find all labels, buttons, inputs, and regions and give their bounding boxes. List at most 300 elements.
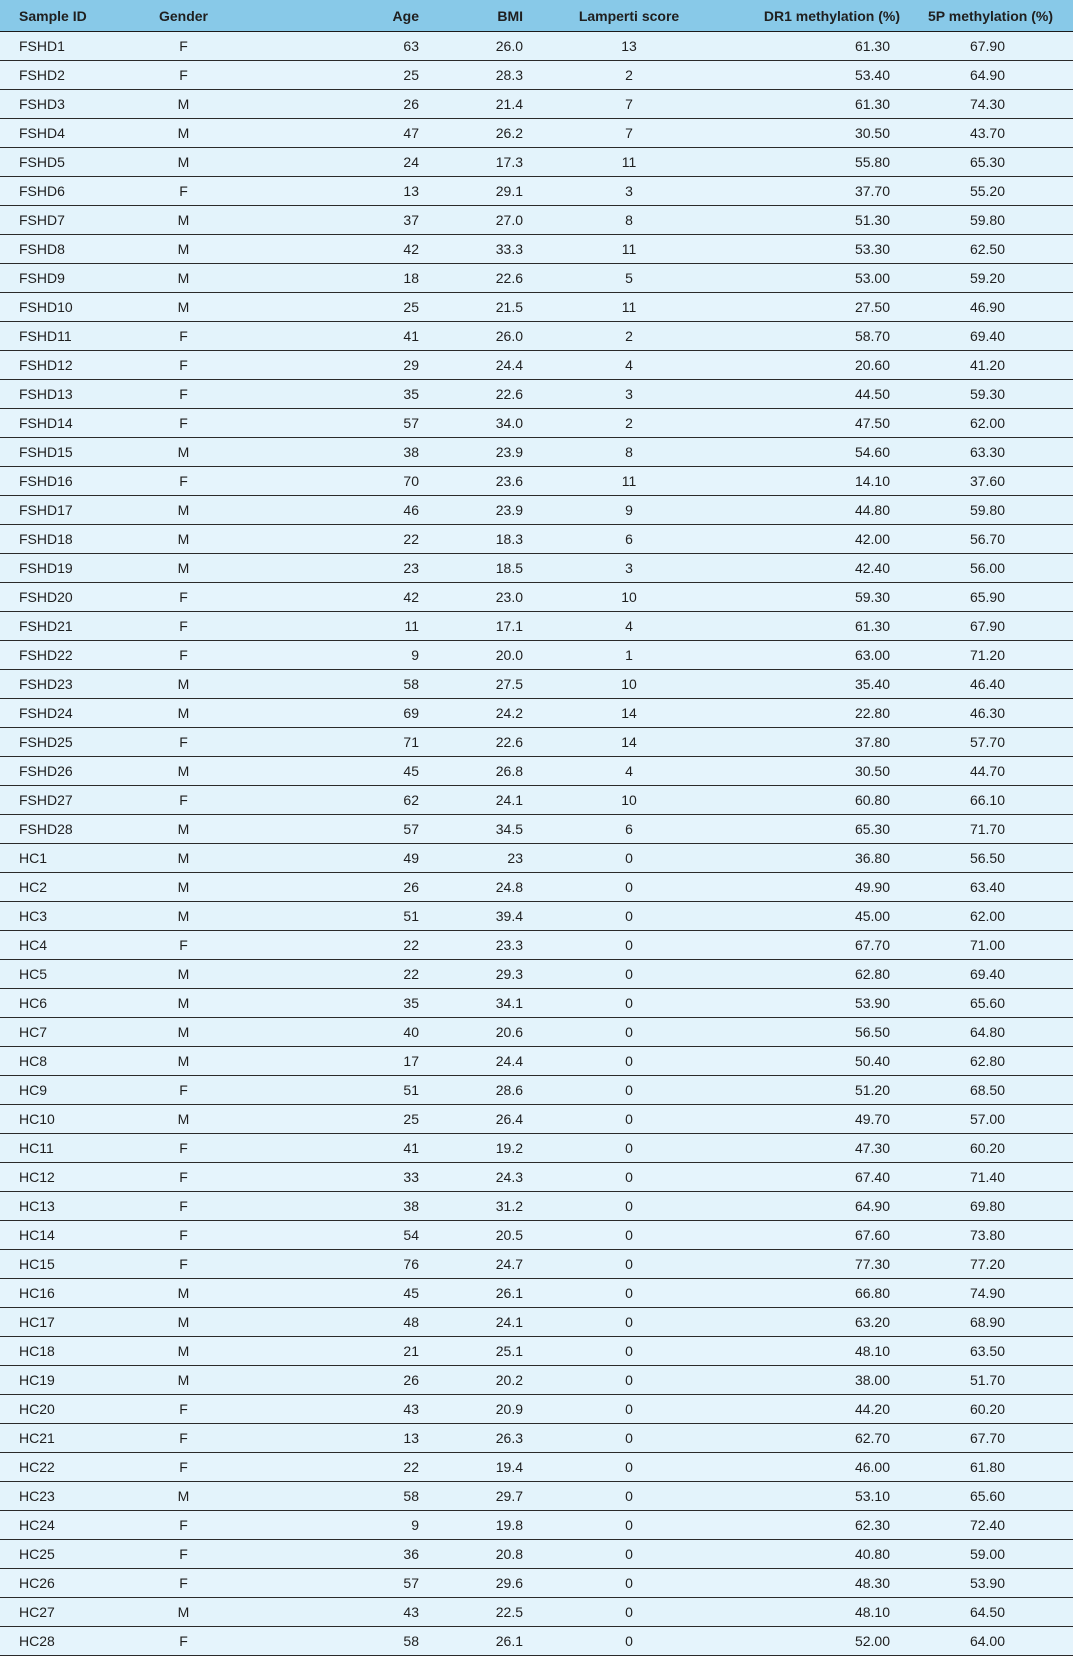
cell-age: 57 — [244, 1569, 425, 1598]
cell-dr1-methylation: 53.10 — [729, 1482, 908, 1511]
cell-5p-methylation: 59.20 — [908, 264, 1073, 293]
table-row — [0, 467, 1073, 496]
cell-lamperti-score: 0 — [529, 873, 729, 902]
cell-sample-id: HC17 — [0, 1308, 123, 1337]
cell-lamperti-score: 6 — [529, 815, 729, 844]
cell-dr1-methylation: 51.20 — [729, 1076, 908, 1105]
cell-sample-id: FSHD12 — [0, 351, 123, 380]
cell-gender: M — [123, 235, 244, 264]
cell-age: 58 — [244, 1482, 425, 1511]
cell-sample-id: FSHD5 — [0, 148, 123, 177]
cell-gender: M — [123, 293, 244, 322]
cell-dr1-methylation: 14.10 — [729, 467, 908, 496]
cell-gender: F — [123, 409, 244, 438]
cell-lamperti-score: 0 — [529, 1221, 729, 1250]
cell-5p-methylation: 64.90 — [908, 61, 1073, 90]
cell-age: 35 — [244, 989, 425, 1018]
cell-dr1-methylation: 51.30 — [729, 206, 908, 235]
cell-bmi: 20.2 — [425, 1366, 529, 1395]
header-row — [0, 0, 1073, 32]
cell-sample-id: FSHD8 — [0, 235, 123, 264]
cell-bmi: 23.9 — [425, 438, 529, 467]
cell-5p-methylation: 63.50 — [908, 1337, 1073, 1366]
cell-age: 9 — [244, 1511, 425, 1540]
cell-dr1-methylation: 53.00 — [729, 264, 908, 293]
cell-gender: M — [123, 873, 244, 902]
cell-sample-id: FSHD17 — [0, 496, 123, 525]
cell-gender: M — [123, 1018, 244, 1047]
cell-dr1-methylation: 50.40 — [729, 1047, 908, 1076]
cell-bmi: 28.6 — [425, 1076, 529, 1105]
cell-gender: M — [123, 1366, 244, 1395]
cell-bmi: 26.4 — [425, 1105, 529, 1134]
cell-age: 25 — [244, 1105, 425, 1134]
cell-dr1-methylation: 63.20 — [729, 1308, 908, 1337]
table-row — [0, 1250, 1073, 1279]
cell-gender: M — [123, 1598, 244, 1627]
cell-lamperti-score: 0 — [529, 931, 729, 960]
cell-gender: M — [123, 438, 244, 467]
table-row — [0, 1627, 1073, 1656]
cell-dr1-methylation: 53.30 — [729, 235, 908, 264]
cell-age: 13 — [244, 177, 425, 206]
cell-age: 42 — [244, 235, 425, 264]
cell-bmi: 19.2 — [425, 1134, 529, 1163]
cell-5p-methylation: 68.90 — [908, 1308, 1073, 1337]
cell-age: 26 — [244, 1366, 425, 1395]
cell-bmi: 27.0 — [425, 206, 529, 235]
cell-bmi: 21.4 — [425, 90, 529, 119]
cell-bmi: 34.5 — [425, 815, 529, 844]
cell-bmi: 26.8 — [425, 757, 529, 786]
cell-age: 70 — [244, 467, 425, 496]
table-row — [0, 1134, 1073, 1163]
cell-lamperti-score: 0 — [529, 1511, 729, 1540]
cell-sample-id: HC2 — [0, 873, 123, 902]
cell-bmi: 29.3 — [425, 960, 529, 989]
table-row — [0, 438, 1073, 467]
cell-lamperti-score: 7 — [529, 119, 729, 148]
cell-age: 43 — [244, 1598, 425, 1627]
cell-dr1-methylation: 20.60 — [729, 351, 908, 380]
cell-lamperti-score: 3 — [529, 380, 729, 409]
cell-5p-methylation: 64.00 — [908, 1627, 1073, 1656]
cell-gender: M — [123, 496, 244, 525]
cell-dr1-methylation: 62.70 — [729, 1424, 908, 1453]
cell-lamperti-score: 9 — [529, 496, 729, 525]
table-row — [0, 32, 1073, 61]
cell-bmi: 31.2 — [425, 1192, 529, 1221]
cell-gender: F — [123, 1163, 244, 1192]
cell-5p-methylation: 53.90 — [908, 1569, 1073, 1598]
column-header-dr1-methylation: DR1 methylation (%) — [729, 0, 908, 32]
cell-lamperti-score: 11 — [529, 148, 729, 177]
cell-sample-id: FSHD2 — [0, 61, 123, 90]
cell-gender: F — [123, 1076, 244, 1105]
cell-5p-methylation: 66.10 — [908, 786, 1073, 815]
cell-age: 54 — [244, 1221, 425, 1250]
cell-bmi: 26.3 — [425, 1424, 529, 1453]
cell-bmi: 29.7 — [425, 1482, 529, 1511]
table-row — [0, 1018, 1073, 1047]
cell-sample-id: FSHD3 — [0, 90, 123, 119]
table-row — [0, 728, 1073, 757]
cell-dr1-methylation: 46.00 — [729, 1453, 908, 1482]
cell-lamperti-score: 14 — [529, 699, 729, 728]
cell-bmi: 20.8 — [425, 1540, 529, 1569]
cell-dr1-methylation: 36.80 — [729, 844, 908, 873]
cell-lamperti-score: 0 — [529, 1134, 729, 1163]
cell-age: 45 — [244, 757, 425, 786]
cell-dr1-methylation: 38.00 — [729, 1366, 908, 1395]
cell-dr1-methylation: 62.30 — [729, 1511, 908, 1540]
cell-5p-methylation: 74.90 — [908, 1279, 1073, 1308]
cell-sample-id: HC3 — [0, 902, 123, 931]
cell-age: 23 — [244, 554, 425, 583]
cell-bmi: 23.9 — [425, 496, 529, 525]
cell-dr1-methylation: 48.10 — [729, 1337, 908, 1366]
cell-age: 24 — [244, 148, 425, 177]
cell-age: 47 — [244, 119, 425, 148]
cell-lamperti-score: 10 — [529, 583, 729, 612]
cell-sample-id: HC13 — [0, 1192, 123, 1221]
table-row — [0, 1308, 1073, 1337]
cell-lamperti-score: 6 — [529, 525, 729, 554]
cell-gender: F — [123, 728, 244, 757]
table-row — [0, 1598, 1073, 1627]
cell-dr1-methylation: 59.30 — [729, 583, 908, 612]
cell-age: 22 — [244, 960, 425, 989]
table-row — [0, 177, 1073, 206]
table-row — [0, 844, 1073, 873]
cell-lamperti-score: 0 — [529, 1395, 729, 1424]
cell-lamperti-score: 0 — [529, 1482, 729, 1511]
cell-sample-id: FSHD18 — [0, 525, 123, 554]
cell-5p-methylation: 62.80 — [908, 1047, 1073, 1076]
cell-age: 38 — [244, 1192, 425, 1221]
cell-lamperti-score: 0 — [529, 1250, 729, 1279]
cell-age: 22 — [244, 525, 425, 554]
cell-age: 57 — [244, 815, 425, 844]
cell-gender: M — [123, 670, 244, 699]
cell-sample-id: HC23 — [0, 1482, 123, 1511]
cell-5p-methylation: 62.00 — [908, 409, 1073, 438]
table-row — [0, 1482, 1073, 1511]
cell-5p-methylation: 72.40 — [908, 1511, 1073, 1540]
cell-gender: F — [123, 931, 244, 960]
cell-lamperti-score: 2 — [529, 61, 729, 90]
table-row — [0, 525, 1073, 554]
cell-sample-id: HC12 — [0, 1163, 123, 1192]
cell-gender: F — [123, 467, 244, 496]
cell-age: 57 — [244, 409, 425, 438]
table-row — [0, 322, 1073, 351]
table-row — [0, 496, 1073, 525]
cell-lamperti-score: 0 — [529, 1047, 729, 1076]
cell-gender: F — [123, 1453, 244, 1482]
cell-lamperti-score: 2 — [529, 409, 729, 438]
cell-age: 18 — [244, 264, 425, 293]
cell-age: 33 — [244, 1163, 425, 1192]
cell-sample-id: HC14 — [0, 1221, 123, 1250]
cell-dr1-methylation: 49.70 — [729, 1105, 908, 1134]
cell-lamperti-score: 10 — [529, 786, 729, 815]
cell-lamperti-score: 5 — [529, 264, 729, 293]
cell-lamperti-score: 0 — [529, 1308, 729, 1337]
cell-5p-methylation: 44.70 — [908, 757, 1073, 786]
cell-bmi: 26.1 — [425, 1627, 529, 1656]
cell-dr1-methylation: 53.40 — [729, 61, 908, 90]
cell-bmi: 22.6 — [425, 264, 529, 293]
cell-gender: M — [123, 148, 244, 177]
cell-gender: M — [123, 119, 244, 148]
cell-lamperti-score: 10 — [529, 670, 729, 699]
cell-5p-methylation: 65.90 — [908, 583, 1073, 612]
cell-sample-id: HC1 — [0, 844, 123, 873]
cell-gender: M — [123, 264, 244, 293]
cell-bmi: 23.3 — [425, 931, 529, 960]
table-row — [0, 554, 1073, 583]
cell-lamperti-score: 1 — [529, 641, 729, 670]
cell-age: 51 — [244, 1076, 425, 1105]
cell-sample-id: FSHD1 — [0, 32, 123, 61]
cell-dr1-methylation: 30.50 — [729, 119, 908, 148]
cell-age: 48 — [244, 1308, 425, 1337]
table-row — [0, 293, 1073, 322]
cell-sample-id: HC21 — [0, 1424, 123, 1453]
cell-sample-id: FSHD9 — [0, 264, 123, 293]
cell-bmi: 21.5 — [425, 293, 529, 322]
table-row — [0, 960, 1073, 989]
cell-gender: M — [123, 554, 244, 583]
cell-bmi: 24.1 — [425, 786, 529, 815]
cell-lamperti-score: 0 — [529, 1163, 729, 1192]
cell-age: 62 — [244, 786, 425, 815]
cell-5p-methylation: 67.90 — [908, 612, 1073, 641]
cell-5p-methylation: 61.80 — [908, 1453, 1073, 1482]
cell-gender: F — [123, 1569, 244, 1598]
cell-sample-id: HC24 — [0, 1511, 123, 1540]
cell-bmi: 20.5 — [425, 1221, 529, 1250]
cell-gender: F — [123, 380, 244, 409]
cell-gender: F — [123, 32, 244, 61]
cell-dr1-methylation: 48.10 — [729, 1598, 908, 1627]
cell-bmi: 22.6 — [425, 380, 529, 409]
cell-5p-methylation: 59.30 — [908, 380, 1073, 409]
cell-dr1-methylation: 30.50 — [729, 757, 908, 786]
cell-5p-methylation: 51.70 — [908, 1366, 1073, 1395]
cell-age: 29 — [244, 351, 425, 380]
cell-gender: F — [123, 351, 244, 380]
cell-lamperti-score: 0 — [529, 1105, 729, 1134]
cell-age: 25 — [244, 61, 425, 90]
cell-5p-methylation: 67.90 — [908, 32, 1073, 61]
cell-age: 26 — [244, 90, 425, 119]
cell-dr1-methylation: 77.30 — [729, 1250, 908, 1279]
cell-5p-methylation: 63.40 — [908, 873, 1073, 902]
cell-bmi: 29.6 — [425, 1569, 529, 1598]
cell-bmi: 19.4 — [425, 1453, 529, 1482]
cell-sample-id: HC16 — [0, 1279, 123, 1308]
cell-lamperti-score: 0 — [529, 1627, 729, 1656]
cell-age: 13 — [244, 1424, 425, 1453]
cell-age: 76 — [244, 1250, 425, 1279]
cell-5p-methylation: 46.40 — [908, 670, 1073, 699]
cell-bmi: 24.3 — [425, 1163, 529, 1192]
cell-gender: F — [123, 1395, 244, 1424]
cell-bmi: 26.0 — [425, 32, 529, 61]
cell-sample-id: FSHD22 — [0, 641, 123, 670]
cell-age: 58 — [244, 1627, 425, 1656]
cell-sample-id: HC11 — [0, 1134, 123, 1163]
cell-sample-id: HC10 — [0, 1105, 123, 1134]
cell-5p-methylation: 71.40 — [908, 1163, 1073, 1192]
cell-dr1-methylation: 62.80 — [729, 960, 908, 989]
cell-sample-id: HC25 — [0, 1540, 123, 1569]
table-row — [0, 583, 1073, 612]
cell-dr1-methylation: 60.80 — [729, 786, 908, 815]
cell-gender: M — [123, 699, 244, 728]
cell-5p-methylation: 68.50 — [908, 1076, 1073, 1105]
cell-dr1-methylation: 44.50 — [729, 380, 908, 409]
cell-lamperti-score: 0 — [529, 902, 729, 931]
cell-sample-id: HC9 — [0, 1076, 123, 1105]
cell-lamperti-score: 0 — [529, 1076, 729, 1105]
cell-dr1-methylation: 22.80 — [729, 699, 908, 728]
cell-sample-id: HC28 — [0, 1627, 123, 1656]
cell-sample-id: FSHD28 — [0, 815, 123, 844]
cell-age: 21 — [244, 1337, 425, 1366]
cell-sample-id: HC18 — [0, 1337, 123, 1366]
cell-dr1-methylation: 58.70 — [729, 322, 908, 351]
cell-dr1-methylation: 66.80 — [729, 1279, 908, 1308]
table-row — [0, 1366, 1073, 1395]
cell-sample-id: FSHD11 — [0, 322, 123, 351]
cell-5p-methylation: 71.20 — [908, 641, 1073, 670]
table-row — [0, 235, 1073, 264]
cell-lamperti-score: 0 — [529, 960, 729, 989]
cell-bmi: 25.1 — [425, 1337, 529, 1366]
table-row — [0, 1395, 1073, 1424]
cell-sample-id: FSHD19 — [0, 554, 123, 583]
cell-age: 40 — [244, 1018, 425, 1047]
cell-bmi: 23 — [425, 844, 529, 873]
cell-5p-methylation: 71.70 — [908, 815, 1073, 844]
cell-lamperti-score: 0 — [529, 1192, 729, 1221]
cell-sample-id: FSHD24 — [0, 699, 123, 728]
table-row — [0, 1569, 1073, 1598]
cell-gender: M — [123, 844, 244, 873]
cell-age: 46 — [244, 496, 425, 525]
cell-sample-id: FSHD10 — [0, 293, 123, 322]
table-row — [0, 815, 1073, 844]
cell-sample-id: FSHD26 — [0, 757, 123, 786]
cell-lamperti-score: 2 — [529, 322, 729, 351]
cell-age: 37 — [244, 206, 425, 235]
table-row — [0, 206, 1073, 235]
column-header-bmi: BMI — [425, 0, 529, 32]
cell-sample-id: HC19 — [0, 1366, 123, 1395]
cell-age: 17 — [244, 1047, 425, 1076]
cell-5p-methylation: 57.70 — [908, 728, 1073, 757]
table-row — [0, 873, 1073, 902]
table-row — [0, 670, 1073, 699]
cell-gender: F — [123, 177, 244, 206]
cell-dr1-methylation: 61.30 — [729, 90, 908, 119]
table-row — [0, 119, 1073, 148]
table-row — [0, 641, 1073, 670]
table-row — [0, 351, 1073, 380]
cell-sample-id: FSHD4 — [0, 119, 123, 148]
cell-5p-methylation: 73.80 — [908, 1221, 1073, 1250]
cell-gender: M — [123, 206, 244, 235]
cell-gender: F — [123, 1192, 244, 1221]
table-row — [0, 1192, 1073, 1221]
cell-sample-id: FSHD6 — [0, 177, 123, 206]
cell-age: 22 — [244, 931, 425, 960]
table-body — [0, 32, 1073, 1656]
cell-bmi: 18.3 — [425, 525, 529, 554]
cell-bmi: 34.1 — [425, 989, 529, 1018]
cell-lamperti-score: 8 — [529, 206, 729, 235]
cell-dr1-methylation: 48.30 — [729, 1569, 908, 1598]
cell-bmi: 17.1 — [425, 612, 529, 641]
cell-dr1-methylation: 67.60 — [729, 1221, 908, 1250]
table-row — [0, 989, 1073, 1018]
cell-lamperti-score: 0 — [529, 1424, 729, 1453]
cell-dr1-methylation: 44.20 — [729, 1395, 908, 1424]
table-row — [0, 148, 1073, 177]
cell-gender: F — [123, 786, 244, 815]
cell-5p-methylation: 56.50 — [908, 844, 1073, 873]
cell-bmi: 22.5 — [425, 1598, 529, 1627]
cell-dr1-methylation: 27.50 — [729, 293, 908, 322]
cell-5p-methylation: 64.80 — [908, 1018, 1073, 1047]
cell-age: 11 — [244, 612, 425, 641]
cell-gender: M — [123, 90, 244, 119]
cell-sample-id: HC5 — [0, 960, 123, 989]
cell-bmi: 24.1 — [425, 1308, 529, 1337]
cell-age: 9 — [244, 641, 425, 670]
cell-dr1-methylation: 63.00 — [729, 641, 908, 670]
table-row — [0, 90, 1073, 119]
cell-dr1-methylation: 42.40 — [729, 554, 908, 583]
cell-sample-id: FSHD14 — [0, 409, 123, 438]
table-row — [0, 264, 1073, 293]
cell-bmi: 29.1 — [425, 177, 529, 206]
table-row — [0, 1221, 1073, 1250]
cell-sample-id: FSHD13 — [0, 380, 123, 409]
cell-bmi: 27.5 — [425, 670, 529, 699]
cell-sample-id: FSHD20 — [0, 583, 123, 612]
cell-age: 69 — [244, 699, 425, 728]
cell-bmi: 17.3 — [425, 148, 529, 177]
cell-sample-id: FSHD27 — [0, 786, 123, 815]
cell-bmi: 26.0 — [425, 322, 529, 351]
cell-gender: M — [123, 989, 244, 1018]
cell-bmi: 24.8 — [425, 873, 529, 902]
cell-bmi: 24.2 — [425, 699, 529, 728]
cell-dr1-methylation: 65.30 — [729, 815, 908, 844]
table-row — [0, 61, 1073, 90]
cell-sample-id: FSHD7 — [0, 206, 123, 235]
table-row — [0, 786, 1073, 815]
column-header-gender: Gender — [123, 0, 244, 32]
cell-bmi: 18.5 — [425, 554, 529, 583]
cell-age: 63 — [244, 32, 425, 61]
cell-bmi: 22.6 — [425, 728, 529, 757]
cell-lamperti-score: 11 — [529, 293, 729, 322]
